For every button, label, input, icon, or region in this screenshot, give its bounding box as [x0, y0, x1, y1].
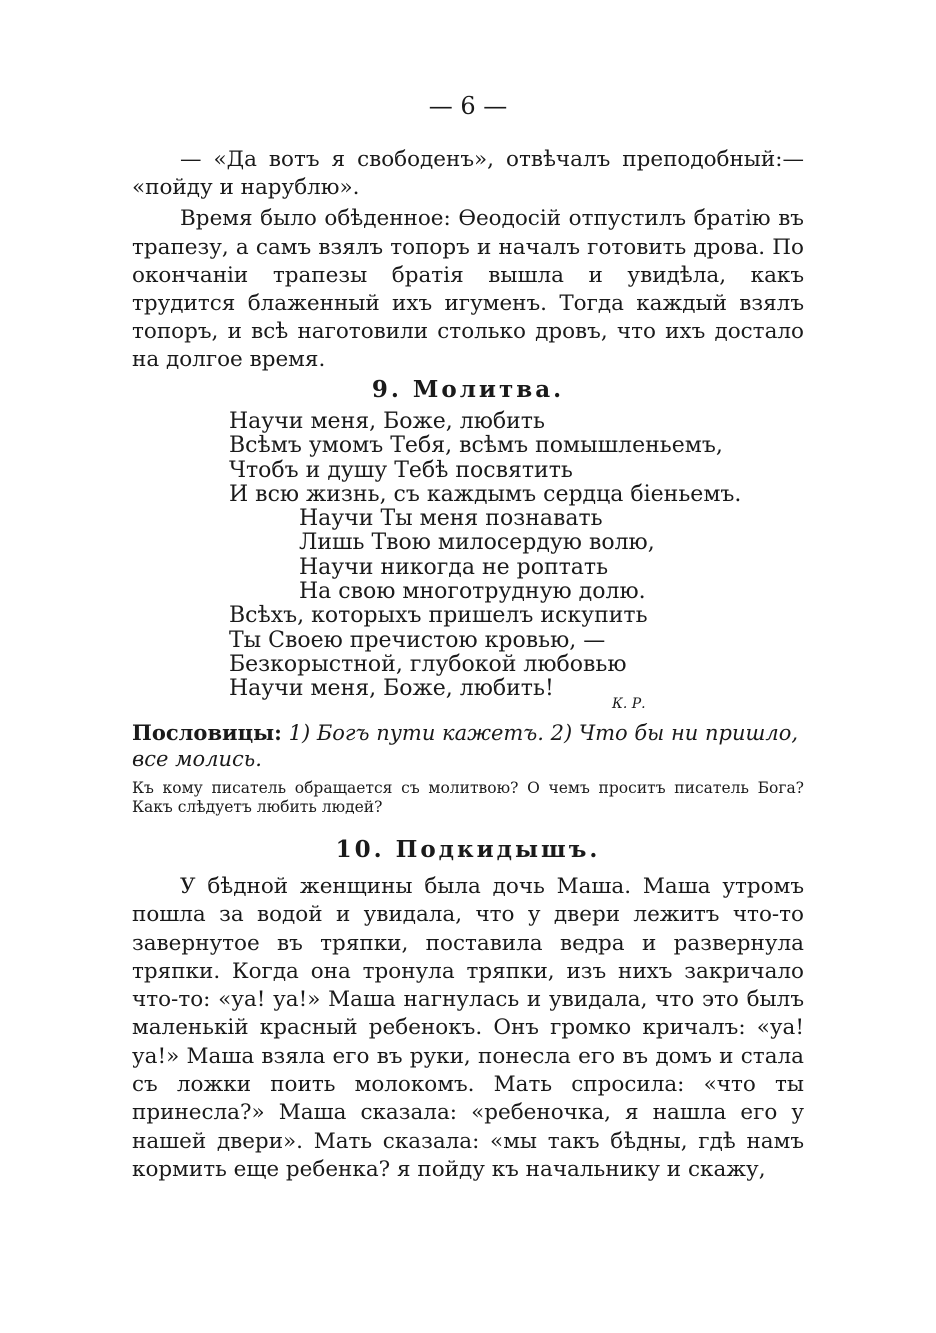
- poem: [229, 410, 789, 702]
- proverbs: [132, 720, 804, 772]
- poem-line: Всѣмъ умомъ Тебя, всѣмъ помышленьемъ,: [229, 433, 723, 459]
- proverbs-label: Пословицы:: [132, 720, 282, 745]
- poem-line: На свою многотрудную долю.: [299, 579, 646, 605]
- poem-line: Всѣхъ, которыхъ пришелъ искупить: [229, 603, 648, 629]
- section10-body: [132, 873, 804, 1184]
- poem-line: Ты Своею пречистою кровью, —: [229, 627, 606, 653]
- poem-line: Безкорыстной, глубокой любовью: [229, 651, 627, 677]
- section8-continuation: [132, 146, 804, 375]
- questions: [132, 779, 804, 816]
- section9-heading: 9. Молитва.: [371, 376, 565, 403]
- proverbs-content: 1) Богъ пути кажетъ. 2) Что бы ни пришло, все молись.: [132, 721, 799, 771]
- poem-line: Чтобъ и душу Тебѣ посвятить: [229, 457, 573, 483]
- poem-line: Лишь Твою милосердую волю,: [299, 530, 655, 556]
- poem-line: Научи Ты меня познавать: [299, 506, 603, 532]
- section10-heading: 10. Подкидышъ.: [335, 836, 601, 863]
- poem-line: Научи меня, Боже, любить: [229, 409, 545, 434]
- poem-signature: К. Р.: [612, 696, 646, 712]
- poem-line: Научи меня, Боже, любить!: [229, 676, 554, 702]
- questions-text: Къ кому писатель обращается съ молитвою? О чемъ проситъ писатель Бога? Какъ слѣдуетъ любить людей?: [132, 779, 804, 816]
- dialogue-paragraph: — «Да вотъ я свободенъ», отвѣчалъ преподобный:— «пойду и нарублю».: [132, 147, 804, 201]
- proverbs-text: [132, 720, 804, 772]
- poem-line: Научи никогда не роптать: [299, 554, 609, 580]
- story-paragraph: У бѣдной женщины была дочь Маша. Маша утромъ пошла за водой и увидала, что у двери лежитъ что-то завернутое въ тряпки, поставила ведра и развернула тряпки. Когда она тронула тряпки, изъ нихъ закричало что-то: «уа! уа!» Маша нагнулась и увидала, что это былъ маленькій красный ребенокъ. Онъ громко кричалъ: «уа! уа!» Маша взяла его въ руки, понесла его въ домъ и стала съ ложки поить молокомъ. Мать спросила: «что ты принесла?» Маша сказала: «ребеночка, я нашла его у нашей двери». Мать сказала: «мы такъ бѣдны, гдѣ намъ кормить еще ребенка? я пойду къ начальнику и скажу,: [132, 874, 804, 1182]
- poem-line: И всю жизнь, съ каждымъ сердца біеньемъ.: [229, 481, 742, 507]
- story-paragraph: Время было обѣденное: Ѳеодосій отпустилъ братію въ трапезу, а самъ взялъ топоръ и началъ готовить дрова. По окончаніи трапезы братія вышла и увидѣла, какъ трудится блаженный ихъ игуменъ. Тогда каждый взялъ топоръ, и всѣ наготовили столько дровъ, что ихъ достало на долгое время.: [132, 206, 804, 373]
- page-number: — 6 —: [428, 92, 508, 120]
